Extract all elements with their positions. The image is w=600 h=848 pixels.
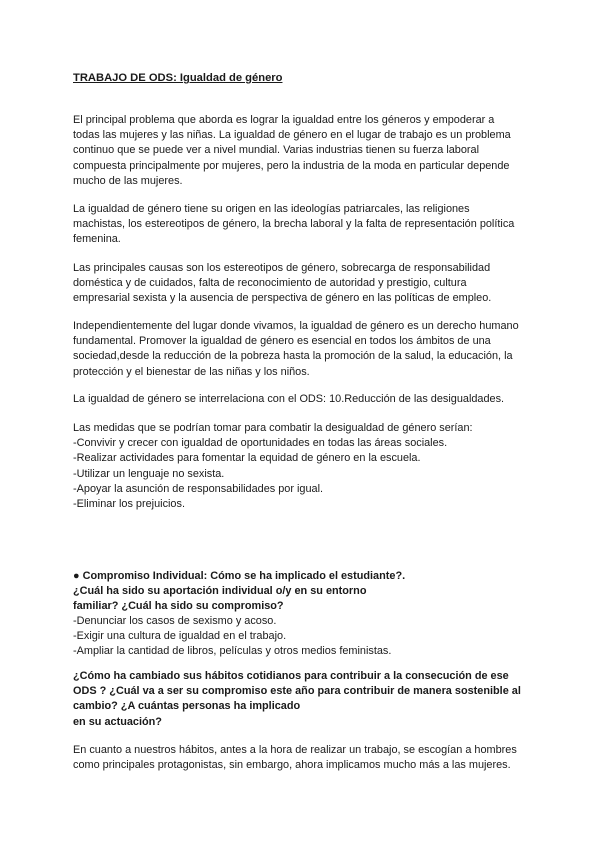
ods-link-line: La igualdad de género se interrelaciona con el ODS: 10.Reducción de las desigualdades. xyxy=(73,393,505,405)
measures-intro: Las medidas que se podrían tomar para combatir la desigualdad de género serían: xyxy=(73,422,473,434)
intro-line: todas las mujeres y las niñas. La igualdad de género en el lugar de trabajo es un problema xyxy=(73,129,511,142)
habits-question-line: ODS ? ¿Cuál va a ser su compromiso este año para contribuir de manera sostenible al xyxy=(73,685,521,698)
origin-line: machistas, los estereotipos de género, la brecha laboral y la falta de representación política xyxy=(73,218,515,231)
rights-line: protección y el bienestar de las niñas y los niños. xyxy=(73,365,310,378)
commitment-question xyxy=(73,569,543,615)
rights-paragraph xyxy=(73,319,543,380)
measure-item: -Apoyar la asunción de responsabilidades por igual. xyxy=(73,482,324,495)
intro-paragraph xyxy=(73,113,543,189)
document-title: TRABAJO DE ODS: Igualdad de género xyxy=(73,72,283,84)
measure-item: -Eliminar los prejuicios. xyxy=(73,498,185,511)
intro-line: mucho de las mujeres. xyxy=(73,174,183,187)
measures-list xyxy=(73,421,543,512)
measure-item: -Realizar actividades para fomentar la equidad de género en la escuela. xyxy=(73,452,421,465)
measure-item: -Convivir y crecer con igualdad de oportunidades en todas las áreas sociales. xyxy=(73,437,448,450)
origin-paragraph xyxy=(73,202,543,248)
intro-line: continuo que se puede ver a nivel mundial. Varias industrias tienen su fuerza laboral xyxy=(73,144,480,157)
rights-line: Independientemente del lugar donde vivamos, la igualdad de género es un derecho humano xyxy=(73,320,519,332)
causes-paragraph xyxy=(73,261,543,307)
habits-question xyxy=(73,669,543,730)
causes-line: Las principales causas son los estereotipos de género, sobrecarga de responsabilidad xyxy=(73,262,491,274)
habits-question-line: ¿Cómo ha cambiado sus hábitos cotidianos para contribuir a la consecución de ese xyxy=(73,670,509,682)
commitment-answer-item: -Denunciar los casos de sexismo y acoso. xyxy=(73,615,277,627)
habits-question-line: en su actuación? xyxy=(73,715,162,728)
commitment-question-line: familiar? ¿Cuál ha sido su compromiso? xyxy=(73,600,284,613)
origin-line: femenina. xyxy=(73,233,121,246)
commitment-question-line: ● Compromiso Individual: Cómo se ha implicado el estudiante?. xyxy=(73,570,406,582)
rights-line: sociedad,desde la reducción de la pobreza hasta la promoción de la salud, la educación, la xyxy=(73,350,513,363)
causes-line: doméstica y de cuidados, falta de reconocimiento de autoridad y prestigio, cultura xyxy=(73,277,467,290)
causes-line: empresarial sexista y la ausencia de perspectiva de género en las políticas de empleo. xyxy=(73,292,492,305)
intro-line: compuesta principalmente por mujeres, pero la industria de la moda en particular depende xyxy=(73,159,510,172)
origin-line: La igualdad de género tiene su origen en las ideologías patriarcales, las religiones xyxy=(73,203,470,215)
commitment-answer-item: -Exigir una cultura de igualdad en el trabajo. xyxy=(73,630,287,643)
commitment-answer-item: -Ampliar la cantidad de libros, películas y otros medios feministas. xyxy=(73,645,392,658)
habits-answer xyxy=(73,743,543,773)
measure-item: -Utilizar un lenguaje no sexista. xyxy=(73,467,225,480)
rights-line: fundamental. Promover la igualdad de género es esencial en todos los ámbitos de una xyxy=(73,335,491,348)
ods-link-paragraph xyxy=(73,392,543,407)
habits-answer-line: como principales protagonistas, sin embargo, ahora implicamos mucho más a las mujeres. xyxy=(73,759,511,772)
habits-answer-line: En cuanto a nuestros hábitos, antes a la hora de realizar un trabajo, se escogían a hombres xyxy=(73,744,517,756)
intro-line: El principal problema que aborda es lograr la igualdad entre los géneros y empoderar a xyxy=(73,114,495,126)
commitment-answers xyxy=(73,614,543,660)
habits-question-line: cambio? ¿A cuántas personas ha implicado xyxy=(73,700,301,713)
commitment-question-line: ¿Cuál ha sido su aportación individual o/y en su entorno xyxy=(73,585,367,598)
